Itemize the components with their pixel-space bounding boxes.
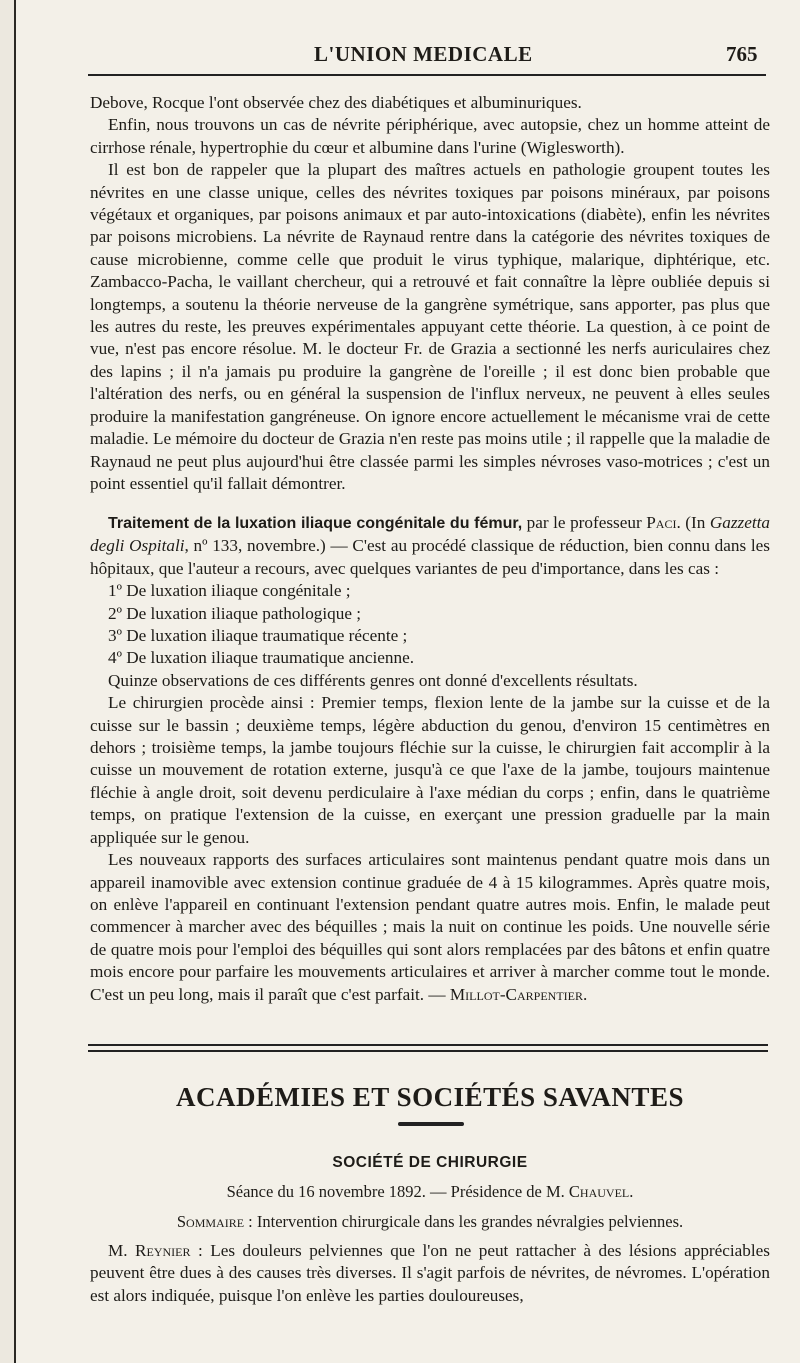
seance-line bbox=[90, 1182, 770, 1202]
document-page bbox=[14, 0, 800, 1363]
page-number: 765 bbox=[726, 42, 758, 66]
list-item: 3º De luxation iliaque traumatique récente ; bbox=[108, 626, 408, 646]
author-name: Paci bbox=[646, 513, 677, 532]
header-rule bbox=[88, 74, 766, 76]
seance-text: Séance du 16 novembre 1892. — Présidence de M. bbox=[226, 1182, 569, 1201]
list-item: 1º De luxation iliaque congénitale ; bbox=[108, 581, 351, 601]
president-name: Chauvel bbox=[568, 1182, 630, 1201]
heading-ornament bbox=[398, 1122, 464, 1126]
sommaire-label: Sommaire bbox=[176, 1212, 245, 1231]
paragraph: Il est bon de rappeler que la plupart des maîtres actuels en pathologie groupent toutes les névrites en une classe unique, celles des névrites toxiques par poisons minéraux, par poisons végétaux et organiques, par poisons animaux et par auto-intoxications (diabète), enfin les névrites par poisons microbiens. La névrite de Raynaud rentre dans la catégorie des névrites toxiques de cause microbienne, comme celle que produit le virus typhique, malarique, diphtérique, etc. Zambacco-Pacha, le vaillant chercheur, qui a retrouvé et fait connaître la lèpre oubliée depuis si longtemps, a soutenu la théorie nerveuse de la gangrène symétrique, sans apporter, pas plus que les autres du reste, les preuves expérimentales appuyant cette théorie. La question, à ce point de vue, n'est pas encore résolue. M. le docteur Fr. de Grazia a sectionné les nerfs auriculaires chez des lapins ; il n'a jamais pu produire la gangrène de l'oreille ; il est donc bien probable que l'altération des nerfs, ou en général la suspension de l'influx nerveux, ne peuvent à elles seules produire la manifestation gangréneuse. On ignore encore actuellement le mécanisme vrai de cette maladie. Le mémoire du docteur de Grazia n'en reste pas moins utile ; il rappelle que la maladie de Raynaud ne peut plus aujourd'hui être classée parmi les simples névroses vaso-motrices ; c'est un point essentiel qu'il fallait démontrer. bbox=[90, 160, 770, 493]
paragraph bbox=[90, 512, 770, 580]
paragraph-text: : Les douleurs pelviennes que l'on ne peut rattacher à des lésions appréciables peuvent être dues à des causes très diverses. Il s'agit parfois de névrites, de névromes. L'opération est alors indiquée, puisque l'on enlève les parties douloureuses, bbox=[90, 1241, 770, 1305]
paragraph: Le chirurgien procède ainsi : Premier temps, flexion lente de la jambe sur la cuisse et de la cuisse sur le bassin ; deuxième temps, légère abduction du genou, d'environ 15 centimètres en dehors ; troisième temps, la jambe toujours fléchie sur la cuisse, le chirurgien fait accomplir à la cuisse un mouvement de rotation externe, jusqu'à ce que l'axe de la jambe, toujours maintenue fléchie à angle droit, soit devenu perdiculaire à l'axe médian du corps ; enfin, dans le quatrième temps, on pratique l'extension de la cuisse, en exerçant une pression graduelle par la main appliquée sur le genou. bbox=[90, 693, 770, 847]
paragraph-text: Les nouveaux rapports des surfaces articulaires sont maintenus pendant quatre mois dans un appareil inamovible avec extension continue graduée de 4 à 15 kilogrammes. Après quatre mois, on enlève l'appareil en continuant l'extension pendant quatre autres mois. Enfin, le malade peut commencer à marcher avec des béquilles ; mais la nuit on continue les poids. Une nouvelle série de quatre mois pour l'emploi des béquilles qui sont alors remplacées par des bâtons et enfin quatre mois encore pour parfaire les mouvements articulaires et arriver à marcher comme tout le monde. C'est un peu long, mais il paraît que c'est parfait. — bbox=[90, 850, 770, 1004]
article-title: Traitement de la luxation iliaque congénitale du fémur, bbox=[108, 515, 523, 532]
section-heading: ACADÉMIES ET SOCIÉTÉS SAVANTES bbox=[176, 1082, 684, 1112]
intro-text: par le professeur bbox=[522, 513, 647, 532]
running-title: L'UNION MEDICALE bbox=[314, 42, 533, 66]
signature: Millot-Carpentier. bbox=[449, 984, 588, 1004]
page-header bbox=[16, 42, 800, 72]
seance-text: . bbox=[629, 1182, 634, 1201]
society-heading: SOCIÉTÉ DE CHIRURGIE bbox=[332, 1154, 528, 1171]
paragraph bbox=[90, 1240, 770, 1307]
sommaire-line bbox=[90, 1212, 770, 1232]
speaker-name: M. Reynier bbox=[108, 1241, 191, 1260]
intro-text: . (In bbox=[676, 513, 710, 532]
paragraph: Quinze observations de ces différents genres ont donné d'excellents résultats. bbox=[108, 670, 638, 690]
article-luxation bbox=[90, 512, 770, 1006]
paragraph: Enfin, nous trouvons un cas de névrite périphérique, avec autopsie, chez un homme atteint de cirrhose rénale, hypertrophie du cœur et albumine dans l'urine (Wiglesworth). bbox=[90, 115, 770, 157]
section-divider bbox=[88, 1050, 768, 1052]
intro-text: , nº 133, novembre.) — C'est au procédé classique de réduction, bien connu dans les hôpitaux, que l'auteur a recours, avec quelques variantes de peu d'importance, dans les cas : bbox=[90, 536, 770, 578]
section-divider bbox=[88, 1044, 768, 1046]
paragraph: Debove, Rocque l'ont observée chez des diabétiques et albuminuriques. bbox=[90, 93, 582, 112]
paragraph bbox=[90, 849, 770, 1006]
seance-content bbox=[90, 1240, 770, 1307]
article-neurites bbox=[90, 92, 770, 495]
sommaire-text: : Intervention chirurgicale dans les grandes névralgies pelviennes. bbox=[244, 1212, 684, 1231]
list-item: 2º De luxation iliaque pathologique ; bbox=[108, 603, 362, 623]
list-item: 4º De luxation iliaque traumatique ancienne. bbox=[108, 648, 415, 668]
source-title: Gazzetta degli Ospitali bbox=[90, 513, 771, 556]
